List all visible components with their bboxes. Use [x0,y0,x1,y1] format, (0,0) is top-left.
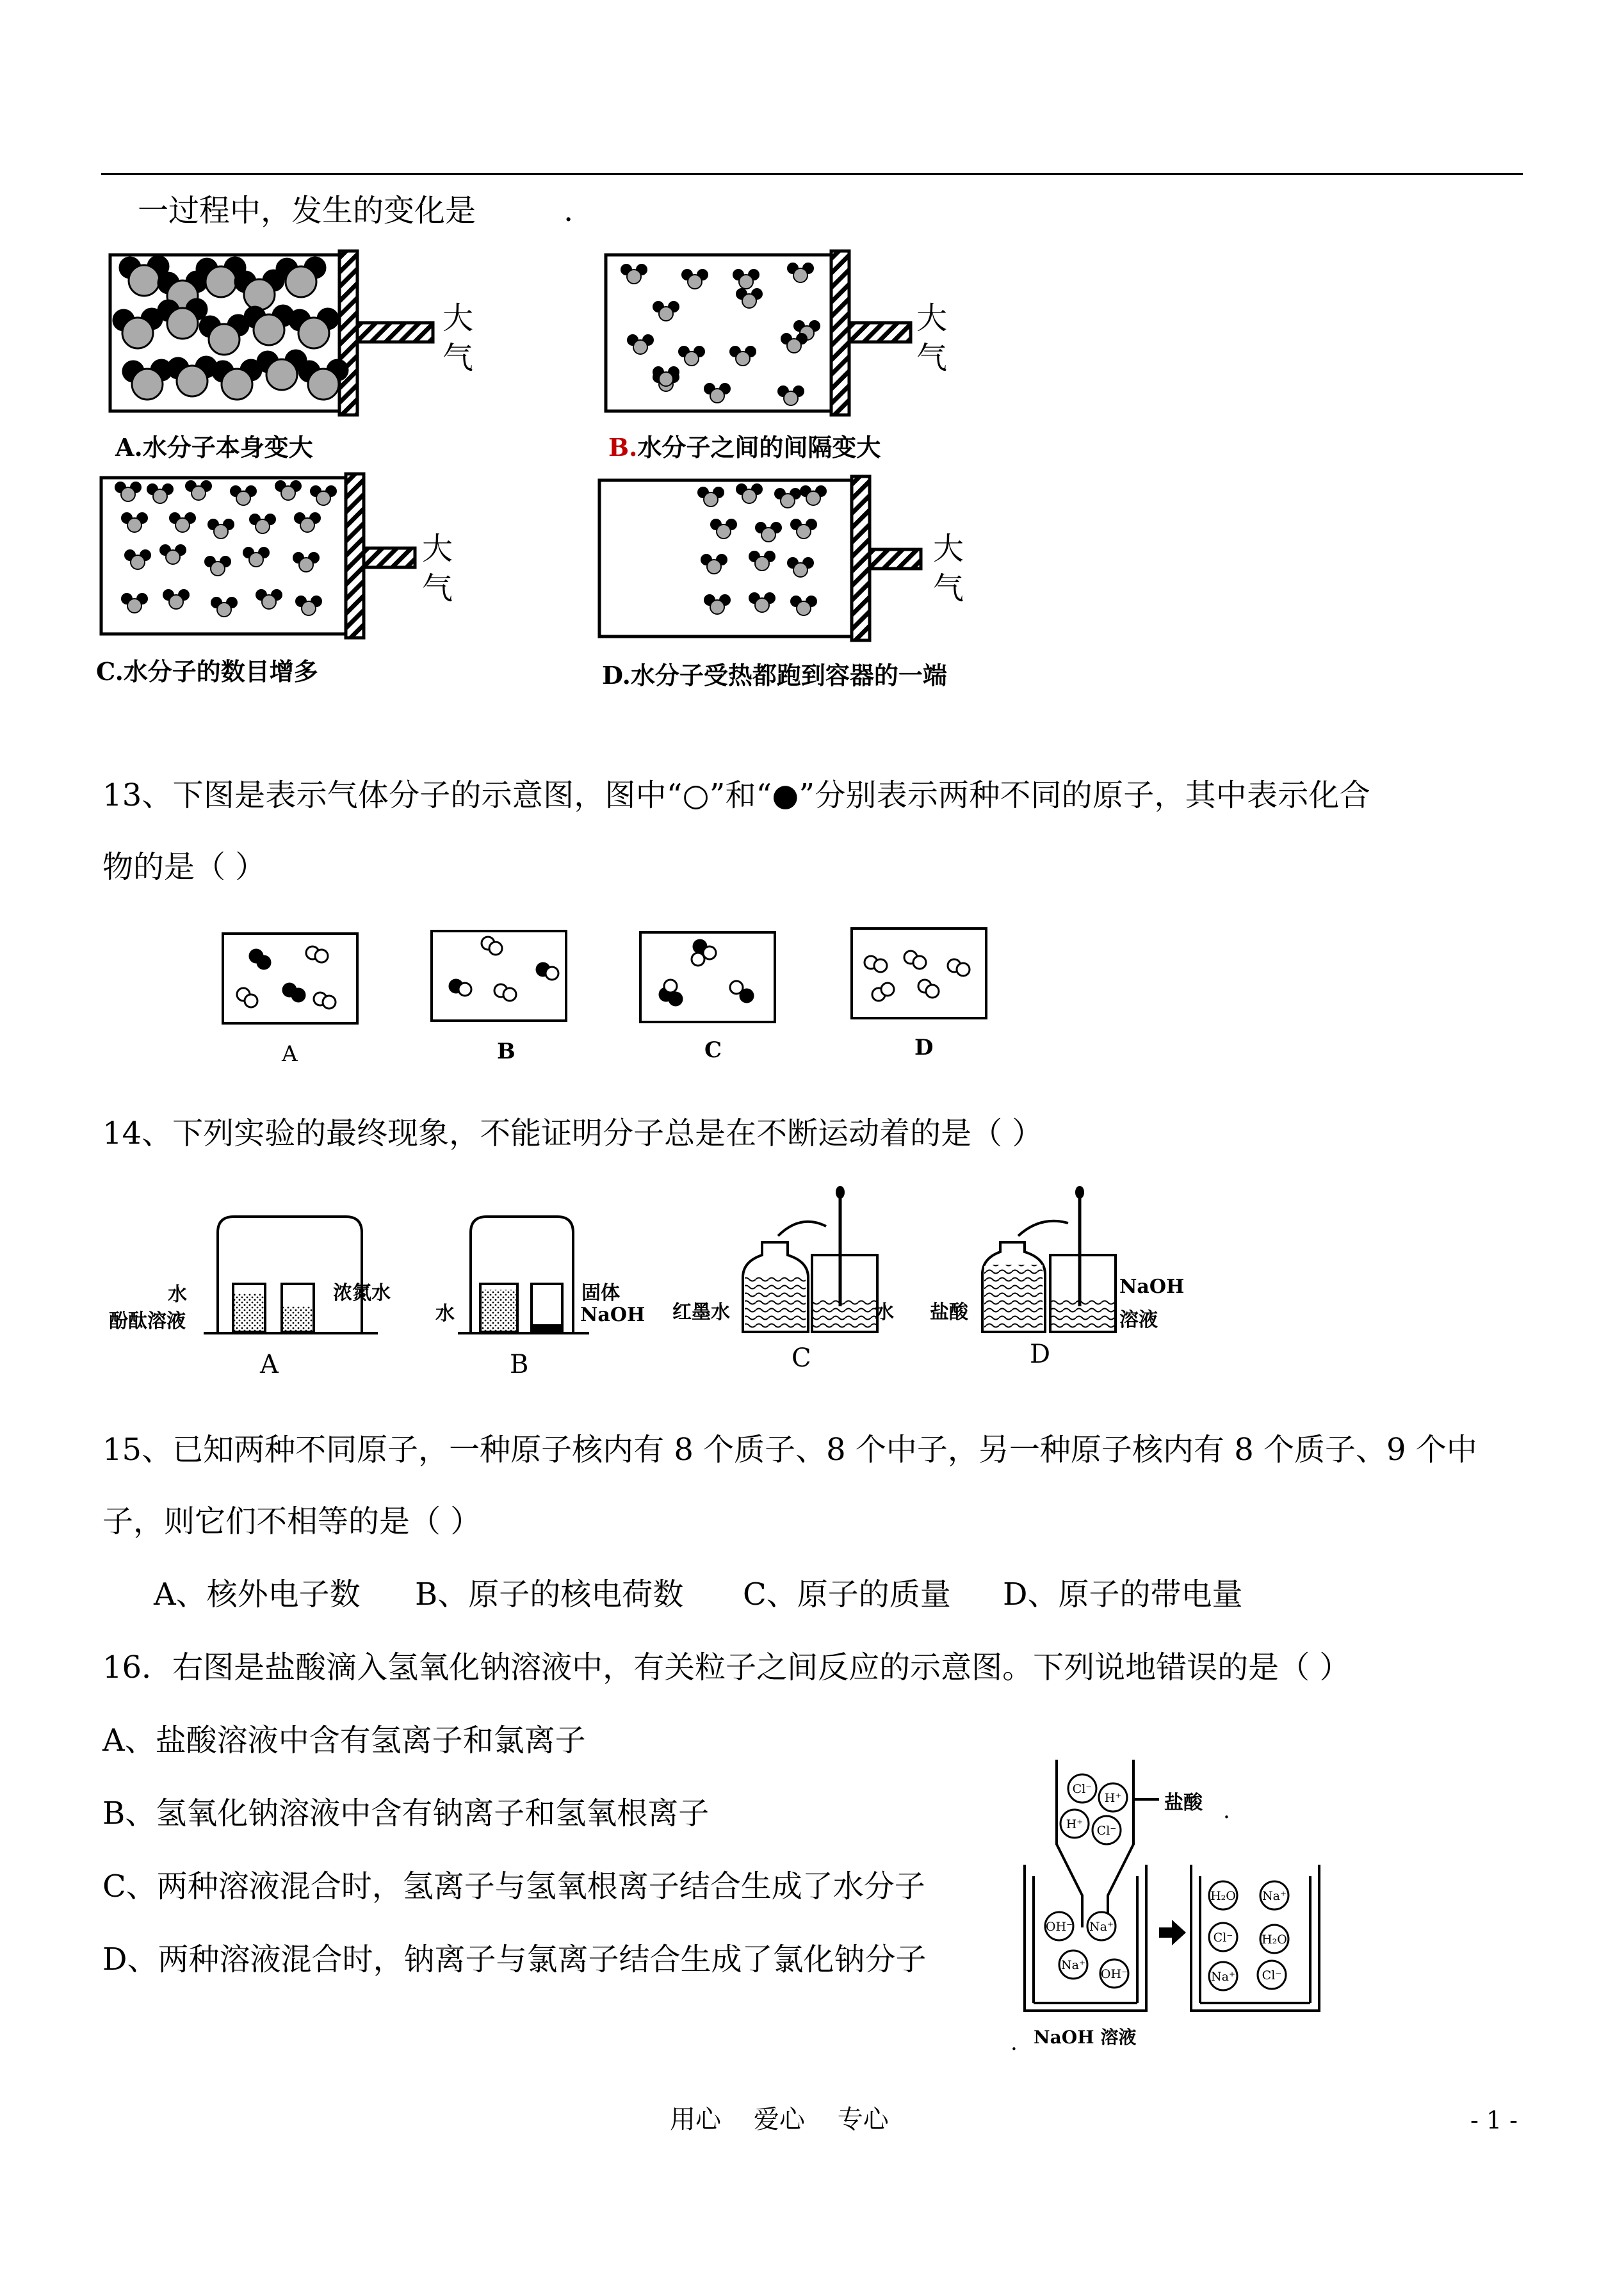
q14-b-label: B [510,1350,529,1379]
q15-option-b: B、原子的核电荷数 [415,1577,684,1612]
q15-option-a: A、核外电子数 [154,1577,361,1612]
q13-line2: 物的是（ ） [102,849,266,885]
atmosphere-label-d: 大气 [932,531,964,606]
q12-option-b: B.水分子之间的间隔变大 [608,433,881,462]
q13-line1: 13、下图是表示气体分子的示意图，图中“○”和“●”分别表示两种不同的原子，其中表示化合 [102,777,1370,813]
q16-dot-a: . [1223,1798,1230,1824]
footer-center: 用心 爱心 专心 [670,2105,889,2134]
q14-c-ink-label: 红墨水 [672,1301,730,1324]
product-particle-label: Cl⁻ [1213,1931,1233,1945]
q12-option-d: D.水分子受热都跑到容器的一端 [602,661,947,690]
q13-label-c: C [704,1037,722,1063]
q14-stem: 14、下列实验的最终现象，不能证明分子总是在不断运动着的是（ ） [102,1115,1043,1151]
funnel-ion-label: H⁺ [1066,1817,1084,1831]
q14-d-acid-label: 盐酸 [930,1301,968,1324]
q16-stem: 16．右图是盐酸滴入氢氧化钠溶液中，有关粒子之间反应的示意图。下列说地错误的是（ ） [102,1650,1351,1685]
header-text: 一过程中，发生的变化是 [138,193,476,229]
page-number: - 1 - [1470,2106,1518,2134]
q14-a-ammonia-label: 浓氮水 [333,1282,391,1304]
naoh-ion-label: Na⁺ [1089,1920,1114,1934]
reaction-arrow [1159,1920,1186,1945]
product-particle-label: Na⁺ [1262,1889,1287,1903]
q12-option-a: A.水分子本身变大 [115,433,313,462]
q16-acid-label: 盐酸 [1164,1792,1203,1814]
q14-b-solid-label: 固体 [581,1282,620,1304]
q14-d-naoh-label: NaOH [1119,1276,1185,1298]
header-dot: . [564,193,574,229]
atmosphere-label-c: 大气 [421,531,453,606]
q13-label-d: D [914,1035,934,1060]
q16-option-c: C、两种溶液混合时，氢离子与氢氧根离子结合生成了水分子 [102,1869,925,1904]
product-particle-label: Na⁺ [1211,1970,1235,1984]
q15-line1: 15、已知两种不同原子，一种原子核内有 8 个质子、8 个中子，另一种原子核内有 8 个质子、9 个中 [102,1432,1477,1468]
q14-b-naoh-label: NaOH [580,1304,646,1326]
product-particle-label: Cl⁻ [1262,1968,1282,1983]
naoh-ion-label: Na⁺ [1061,1958,1085,1972]
atmosphere-label-a: 大气 [442,300,473,376]
q14-c-water-label: 水 [875,1301,894,1324]
q16-option-a: A、盐酸溶液中含有氢离子和氯离子 [102,1723,586,1758]
q16-option-d: D、两种溶液混合时，钠离子与氯离子结合生成了氯化钠分子 [102,1942,927,1977]
q12-option-c: C.水分子的数目增多 [96,657,318,686]
q16-naoh-label: NaOH 溶液 [1034,2027,1137,2048]
naoh-ion-label: OH⁻ [1045,1920,1073,1934]
q15-option-d: D、原子的带电量 [1003,1577,1243,1612]
q14-a-water-label: 水 [168,1283,187,1306]
product-particle-label: H₂O [1210,1889,1236,1903]
q14-b-water-label: 水 [435,1302,455,1325]
q16-option-b: B、氢氧化钠溶液中含有钠离子和氢氧根离子 [102,1796,710,1831]
funnel-ion-label: H⁺ [1104,1791,1122,1805]
atmosphere-label-b: 大气 [916,300,947,376]
q15-option-c: C、原子的质量 [743,1577,951,1612]
q15-line2: 子，则它们不相等的是（ ） [102,1504,482,1539]
product-particle-label: H₂O [1262,1933,1287,1947]
q14-a-label: A [260,1350,279,1379]
q13-label-b: B [497,1039,516,1064]
q14-c-label: C [792,1343,811,1373]
q13-label-a: A [282,1041,298,1067]
naoh-ion-label: OH⁻ [1100,1967,1128,1981]
q14-a-phenol-label: 酚酞溶液 [109,1310,186,1333]
q16-dot-b: . [1011,2030,1018,2056]
q14-d-label: D [1030,1340,1051,1369]
funnel-ion-label: Cl⁻ [1096,1824,1117,1838]
funnel-ion-label: Cl⁻ [1072,1782,1092,1796]
q14-d-solution-label: 溶液 [1119,1309,1158,1331]
